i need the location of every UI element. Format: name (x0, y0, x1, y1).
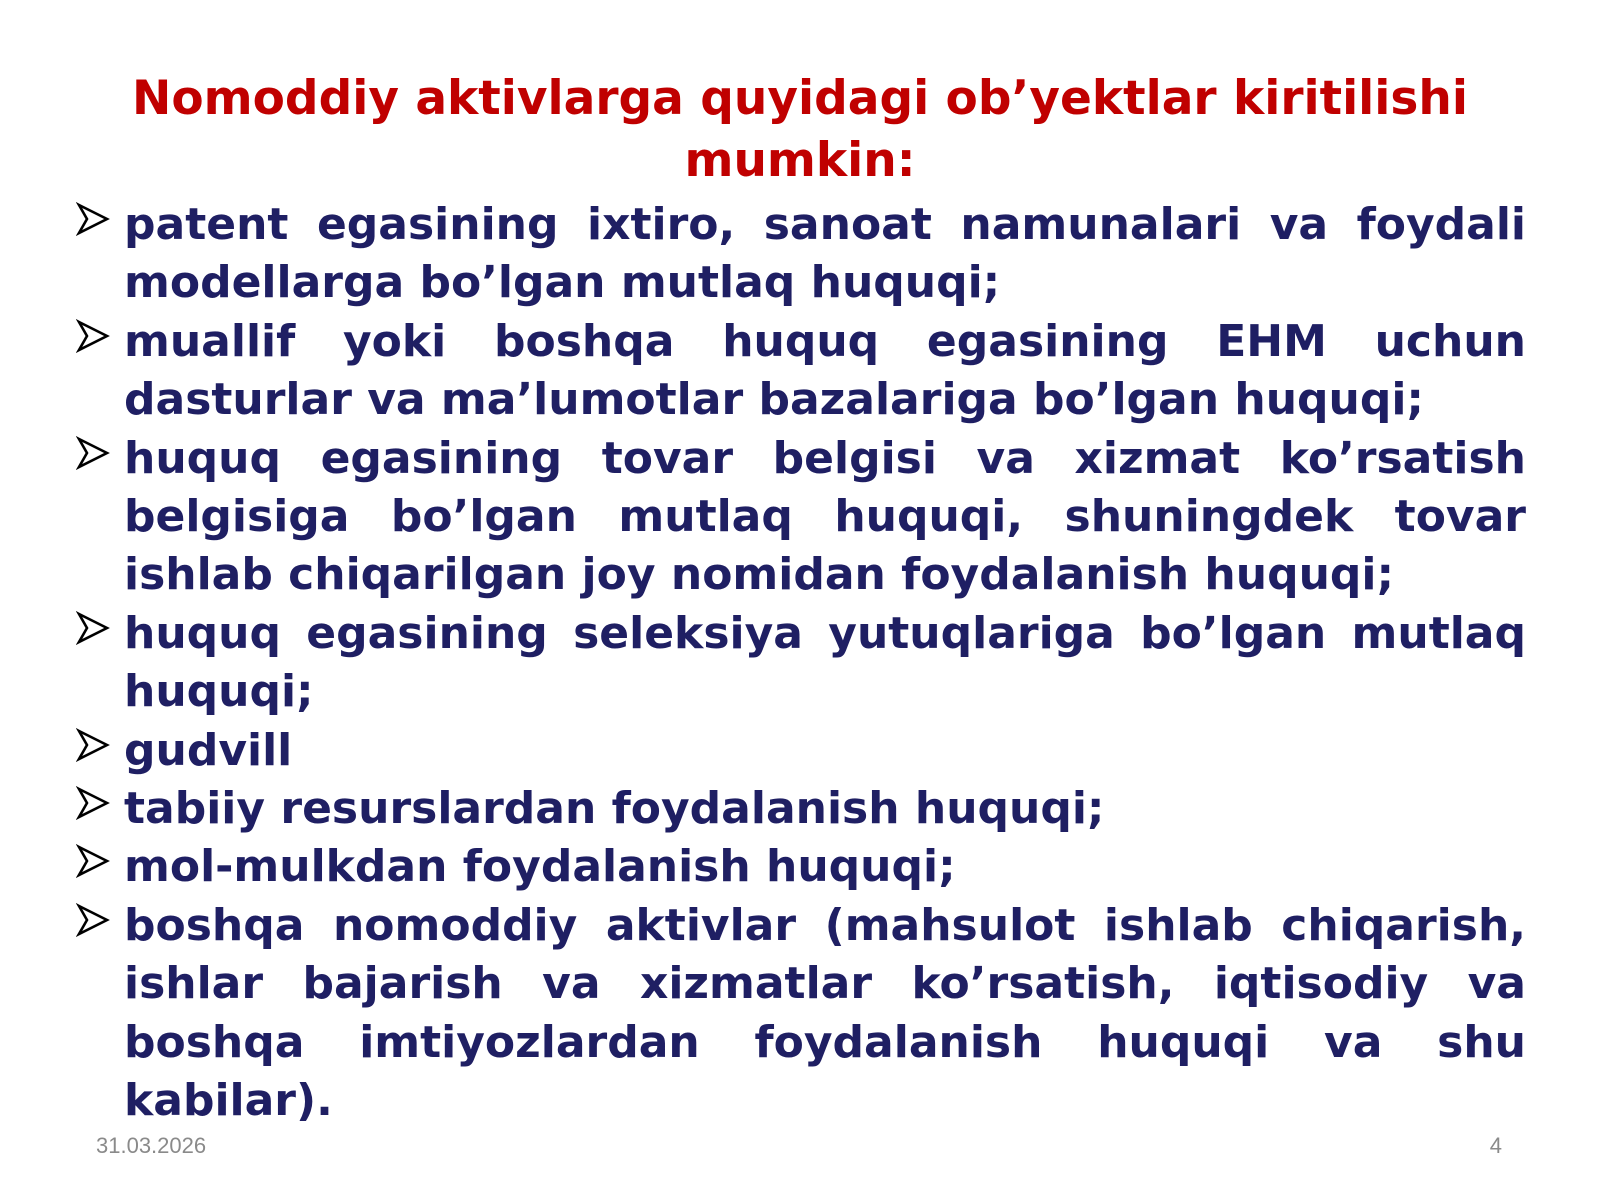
list-item-text: gudvill (124, 724, 293, 776)
list-item (76, 313, 1526, 430)
arrow-bullet-icon (76, 611, 110, 645)
arrow-bullet-icon (76, 728, 110, 762)
page-number: 4 (1489, 1133, 1502, 1158)
list-item-text: boshqa nomoddiy aktivlar (mahsulot ishlab chiqarish, ishlar bajarish va xizmatlar ko’rsatish, iqtisodiy va boshqa imtiyozlardan foydalanish huquqi va shu kabilar). (124, 899, 1526, 1127)
list-item (76, 780, 1526, 838)
footer-date: 31.03.2026 (96, 1133, 207, 1158)
list-item (76, 605, 1526, 722)
list-item (76, 897, 1526, 1131)
arrow-bullet-icon (76, 319, 110, 353)
slide-title: Nomoddiy aktivlarga quyidagi ob’yektlar kiritilishi mumkin: (132, 71, 1468, 188)
arrow-bullet-icon (76, 844, 110, 878)
list-item (76, 196, 1526, 313)
list-item-text: muallif yoki boshqa huquq egasining EHM uchun dasturlar va ma’lumotlar bazalariga bo’lgan huquqi; (124, 315, 1526, 426)
list-item (76, 838, 1526, 896)
list-item-text: huquq egasining tovar belgisi va xizmat ko’rsatish belgisiga bo’lgan mutlaq huquqi, shuningdek tovar ishlab chiqarilgan joy nomidan foydalanish huquqi; (124, 432, 1526, 601)
arrow-bullet-icon (76, 903, 110, 937)
arrow-bullet-icon (76, 436, 110, 470)
list-item-text: huquq egasining seleksiya yutuqlariga bo’lgan mutlaq huquqi; (124, 607, 1526, 718)
list-item (76, 722, 1526, 780)
list-item (76, 430, 1526, 605)
list-item-text: patent egasining ixtiro, sanoat namunalari va foydali modellarga bo’lgan mutlaq huquqi; (124, 199, 1526, 309)
arrow-bullet-icon (76, 786, 110, 820)
list-item-text: tabiiy resurslardan foydalanish huquqi; (124, 783, 1105, 835)
arrow-bullet-icon (76, 202, 110, 236)
list-item-text: mol-mulkdan foydalanish huquqi; (124, 841, 956, 893)
bullet-list (76, 196, 1526, 1131)
